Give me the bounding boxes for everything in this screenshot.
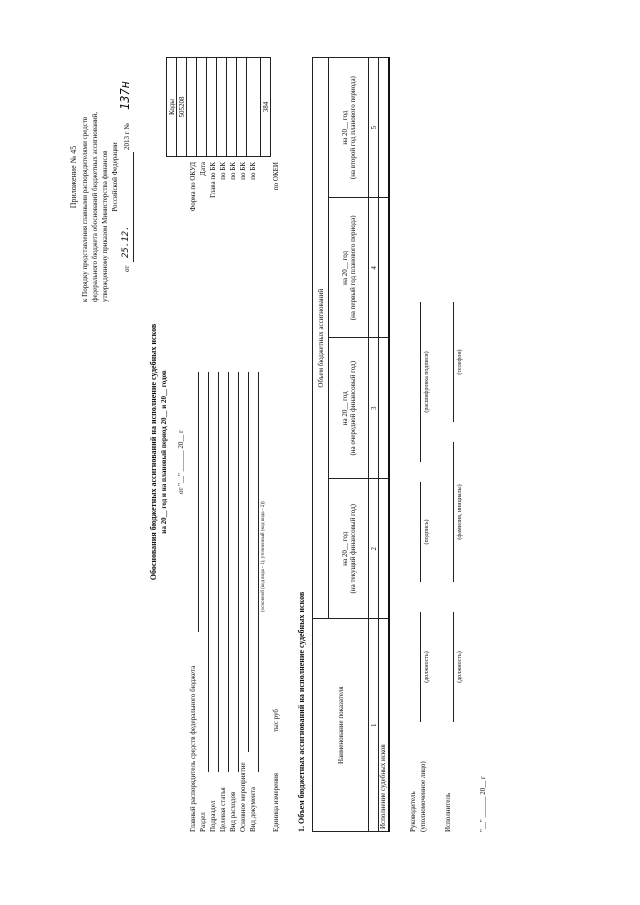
col-number-2: 2: [369, 478, 379, 619]
sig-fio: (фамилия, инициалы): [457, 484, 463, 540]
col-y1-header: [329, 478, 369, 619]
document-date-line: от "__" ______ 20__ г: [177, 429, 185, 495]
codes-bk-4: по БК: [249, 162, 257, 180]
col-number-5: 5: [369, 58, 379, 198]
field-target-item: Целевая статья: [219, 787, 227, 832]
date-underline: [133, 152, 134, 262]
codes-glava-value: [197, 58, 207, 157]
field-target-item-line: [228, 372, 229, 772]
codes-okud-value: 505208: [177, 58, 187, 157]
field-doc-type: Вид документа: [249, 786, 257, 832]
appendix-line-4: Российской Федерации: [111, 142, 119, 212]
sig-decode-line: [420, 302, 421, 462]
codes-bk-3: по БК: [239, 162, 247, 180]
field-doc-hint: (основной (код вида - 1), уточненный (код вида - 2)): [261, 501, 266, 612]
sig-position2: (должность): [457, 651, 463, 683]
col-volume-header: Объем бюджетных ассигнований: [313, 58, 329, 619]
field-section: Раздел: [199, 812, 207, 832]
codes-okud-label: Форма по ОКУД: [189, 162, 197, 212]
row-court-claims: Исполнение судебных исков: [379, 619, 389, 832]
col-y3-sub: (на первый год планового периода): [348, 215, 357, 321]
field-unit-value: тыс руб: [272, 709, 280, 732]
field-section-line: [208, 372, 209, 772]
row-court-claims-y2: [379, 338, 389, 479]
appendix-number-handwritten: 137н: [118, 81, 132, 110]
sig-signature: (подпись): [424, 519, 430, 545]
codes-table: [166, 57, 271, 157]
sig-position2-line: [453, 612, 454, 722]
col-y4-sub: (на второй год планового периода): [348, 76, 357, 180]
col-y2-header: [329, 338, 369, 479]
document-page: [40, 42, 600, 862]
codes-bk3-value: [227, 58, 237, 157]
field-expense-type: Вид расходов: [229, 791, 237, 832]
sig-position: (должность): [424, 651, 430, 683]
appendix-date-handwritten: 25.12.: [121, 225, 131, 258]
appendix-line-1: к Порядку представления главными распорядителями средств: [81, 116, 89, 302]
codes-date-value: [187, 58, 197, 157]
codes-glava-label: Глава по БК: [209, 162, 217, 198]
appendix-date-prefix: от: [123, 265, 131, 272]
col-y2-year: на 20__ год: [340, 391, 349, 426]
sig-head: Руководитель: [409, 791, 417, 832]
appendix-line-3: утвержденному приказом Министерства финансов: [101, 150, 109, 302]
sig-decode: (расшифровка подписи): [424, 351, 430, 413]
sig-signature-line: [420, 482, 421, 582]
row-court-claims-y4: [379, 58, 389, 198]
col-y1-year: на 20__ год: [340, 531, 349, 566]
field-main-manager-line: [198, 372, 199, 632]
col-number-1: 1: [369, 619, 379, 832]
codes-date-label: Дата: [199, 162, 207, 176]
codes-empty-value: [247, 58, 261, 157]
col-name-header: Наименование показателя: [313, 619, 369, 832]
document-title: Обоснования бюджетных ассигнований на исполнение судебных исков: [149, 323, 158, 581]
appendix-title: Приложение № 45: [69, 145, 78, 209]
sig-phone: (телефон): [457, 349, 463, 375]
codes-bk-1: по БК: [219, 162, 227, 180]
appendix-line-2: федерального бюджета обоснований бюджетных ассигнований,: [91, 111, 99, 302]
field-main-event: Основное мероприятие: [239, 762, 247, 832]
sig-executor: Исполнитель: [444, 792, 452, 832]
codes-bk2-value: [217, 58, 227, 157]
sig-fio-line: [453, 442, 454, 582]
sig-date: "__" ______ 20__ г: [479, 776, 487, 832]
field-main-event-line: [248, 372, 249, 752]
field-subsection: Подраздел: [209, 800, 217, 832]
codes-okei-label: по ОКЕИ: [272, 162, 280, 191]
row-court-claims-y3: [379, 198, 389, 338]
col-y1-sub: (на текущий финансовый год): [348, 504, 357, 594]
col-y3-year: на 20__ год: [340, 250, 349, 285]
field-doc-type-line: [258, 372, 259, 772]
row-court-claims-y1: [379, 478, 389, 619]
document-subtitle: на 20__ год и на плановый период 20__ и 20__ годов: [160, 370, 168, 534]
col-y4-header: [329, 58, 369, 198]
field-main-manager: Главный распорядитель средств федерального бюджета: [189, 665, 197, 832]
col-y4-year: на 20__ год: [340, 110, 349, 145]
main-table: [312, 57, 390, 832]
col-number-3: 3: [369, 338, 379, 479]
codes-bk-2: по БК: [229, 162, 237, 180]
codes-header: Коды: [167, 58, 177, 157]
field-unit-label: Единица измерения: [272, 773, 280, 832]
codes-bk4-value: [237, 58, 247, 157]
codes-bk1-value: [207, 58, 217, 157]
field-subsection-line: [218, 372, 219, 772]
appendix-date-year: 2013 г №: [123, 122, 131, 150]
sig-position-line: [420, 612, 421, 722]
section-1-title: 1. Объем бюджетных ассигнований на исполнение судебных исков: [297, 591, 306, 832]
sig-phone-line: [453, 302, 454, 422]
col-y3-header: [329, 198, 369, 338]
sig-head-sub: (уполномоченное лицо): [419, 761, 427, 832]
field-expense-type-line: [238, 372, 239, 772]
col-number-4: 4: [369, 198, 379, 338]
codes-okei-value: 384: [261, 58, 271, 157]
col-y2-sub: (на очередной финансовый год): [348, 360, 357, 456]
